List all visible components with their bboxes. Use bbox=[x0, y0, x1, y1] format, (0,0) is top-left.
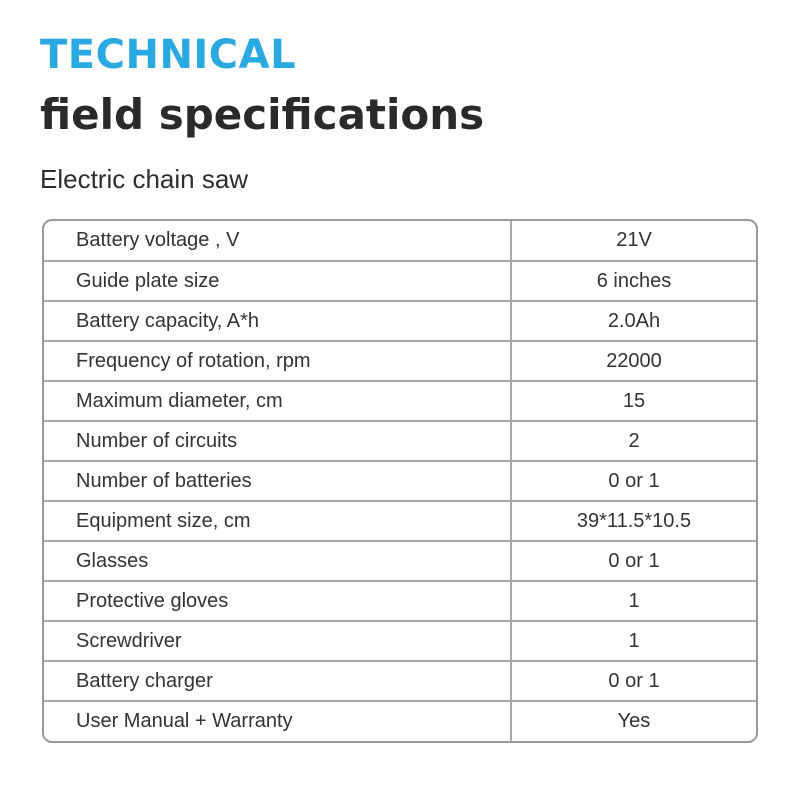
spec-value: 0 or 1 bbox=[511, 541, 756, 581]
spec-parameter: Battery charger bbox=[44, 661, 511, 701]
table-row bbox=[44, 581, 756, 621]
table-row bbox=[44, 381, 756, 421]
spec-parameter: Glasses bbox=[44, 541, 511, 581]
heading-field-specifications: field specifications bbox=[40, 90, 485, 139]
spec-value: 21V bbox=[511, 221, 756, 261]
spec-parameter: Screwdriver bbox=[44, 621, 511, 661]
spec-parameter: Number of batteries bbox=[44, 461, 511, 501]
spec-value: 22000 bbox=[511, 341, 756, 381]
spec-parameter: Equipment size, cm bbox=[44, 501, 511, 541]
spec-table-container bbox=[42, 219, 758, 743]
spec-parameter: Battery capacity, A*h bbox=[44, 301, 511, 341]
table-row bbox=[44, 421, 756, 461]
spec-parameter: User Manual + Warranty bbox=[44, 701, 511, 741]
spec-parameter: Guide plate size bbox=[44, 261, 511, 301]
table-row bbox=[44, 701, 756, 741]
spec-value: 2 bbox=[511, 421, 756, 461]
table-row bbox=[44, 221, 756, 261]
heading-technical: TECHNICAL bbox=[40, 32, 297, 78]
spec-parameter: Protective gloves bbox=[44, 581, 511, 621]
spec-value: 15 bbox=[511, 381, 756, 421]
table-row bbox=[44, 501, 756, 541]
spec-value: 6 inches bbox=[511, 261, 756, 301]
table-row bbox=[44, 661, 756, 701]
spec-table bbox=[44, 221, 756, 741]
spec-parameter: Maximum diameter, cm bbox=[44, 381, 511, 421]
spec-parameter: Frequency of rotation, rpm bbox=[44, 341, 511, 381]
spec-value: 0 or 1 bbox=[511, 461, 756, 501]
table-row bbox=[44, 261, 756, 301]
spec-value: 0 or 1 bbox=[511, 661, 756, 701]
spec-parameter: Number of circuits bbox=[44, 421, 511, 461]
table-row bbox=[44, 461, 756, 501]
spec-value: 1 bbox=[511, 581, 756, 621]
spec-value: 1 bbox=[511, 621, 756, 661]
spec-parameter: Battery voltage , V bbox=[44, 221, 511, 261]
product-subtitle: Electric chain saw bbox=[40, 164, 249, 194]
table-row bbox=[44, 621, 756, 661]
table-row bbox=[44, 341, 756, 381]
spec-value: 2.0Ah bbox=[511, 301, 756, 341]
table-row bbox=[44, 541, 756, 581]
spec-value: 39*11.5*10.5 bbox=[511, 501, 756, 541]
table-row bbox=[44, 301, 756, 341]
spec-value: Yes bbox=[617, 710, 651, 732]
